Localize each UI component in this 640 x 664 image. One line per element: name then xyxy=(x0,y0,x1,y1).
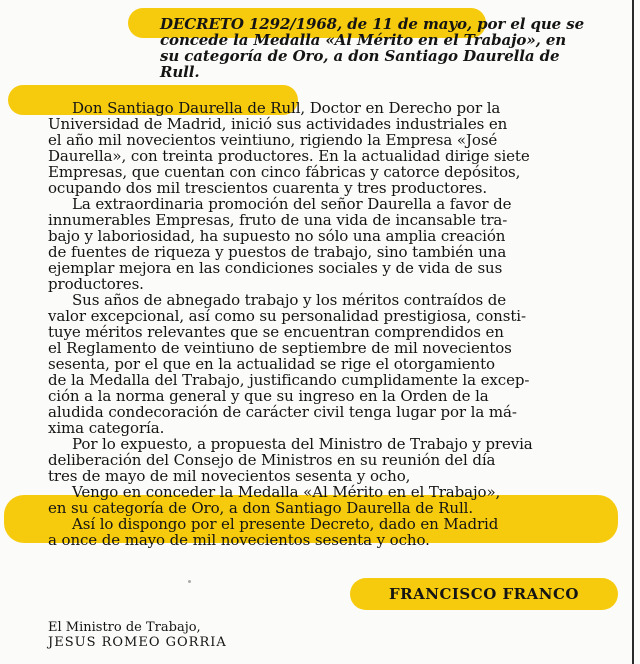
body-line: bajo y laboriosidad, ha supuesto no sólo una amplia creación xyxy=(48,227,506,245)
title-line: su categoría de Oro, a don Santiago Daurella de xyxy=(160,47,560,65)
body-line: tuye méritos relevantes que se encuentran comprendidos en xyxy=(48,323,504,341)
body-line: ción a la norma general y que su ingreso en la Orden de la xyxy=(48,387,489,405)
body-line: deliberación del Consejo de Ministros en su reunión del día xyxy=(48,451,496,469)
title-line: DECRETO 1292/1968, de 11 de mayo, por el que se xyxy=(160,15,585,33)
body-line: de fuentes de riqueza y puestos de trabajo, sino también una xyxy=(48,243,507,261)
body-line: innumerables Empresas, fruto de una vida de incansable tra- xyxy=(48,211,508,229)
body-line: valor excepcional, así como su personalidad prestigiosa, consti- xyxy=(48,307,526,325)
body-line: el año mil novecientos veintiuno, rigiendo la Empresa «José xyxy=(48,131,498,149)
body-line: Empresas, que cuentan con cinco fábricas y catorce depósitos, xyxy=(48,163,521,181)
column-rule xyxy=(632,0,634,664)
body-line: tres de mayo de mil novecientos sesenta y ocho, xyxy=(48,467,411,485)
print-speck xyxy=(188,580,191,583)
body-line: Vengo en conceder la Medalla «Al Mérito en el Trabajo», xyxy=(72,483,501,501)
minister-title: El Ministro de Trabajo, xyxy=(48,620,201,635)
title-line: Rull. xyxy=(160,63,200,81)
body-line: xima categoría. xyxy=(48,419,165,437)
body-line: La extraordinaria promoción del señor Daurella a favor de xyxy=(72,195,512,213)
body-line: Universidad de Madrid, inició sus actividades industriales en xyxy=(48,115,508,133)
body-line: ocupando dos mil trescientos cuarenta y tres productores. xyxy=(48,179,487,197)
title-line: concede la Medalla «Al Mérito en el Trabajo», en xyxy=(160,31,567,49)
body-line: a once de mayo de mil novecientos sesenta y ocho. xyxy=(48,531,430,549)
body-line: Sus años de abnegado trabajo y los méritos contraídos de xyxy=(72,291,507,309)
body-line: Por lo expuesto, a propuesta del Ministro de Trabajo y previa xyxy=(72,435,533,453)
body-line: el Reglamento de veintiuno de septiembre de mil novecientos xyxy=(48,339,512,357)
body-line: sesenta, por el que en la actualidad se rige el otorgamiento xyxy=(48,355,495,373)
body-line: Don Santiago Daurella de Rull, Doctor en Derecho por la xyxy=(72,99,501,117)
body-line: ejemplar mejora en las condiciones sociales y de vida de sus xyxy=(48,259,503,277)
body-line: Daurella», con treinta productores. En la actualidad dirige siete xyxy=(48,147,530,165)
body-line: productores. xyxy=(48,275,144,293)
body-line: Así lo dispongo por el presente Decreto, dado en Madrid xyxy=(72,515,499,533)
body-line: aludida condecoración de carácter civil tenga lugar por la má- xyxy=(48,403,517,421)
signature-name: FRANCISCO FRANCO xyxy=(389,585,579,603)
minister-name: JESUS ROMEO GORRIA xyxy=(48,635,227,650)
body-line: de la Medalla del Trabajo, justificando cumplidamente la excep- xyxy=(48,371,530,389)
body-line: en su categoría de Oro, a don Santiago Daurella de Rull. xyxy=(48,499,474,517)
